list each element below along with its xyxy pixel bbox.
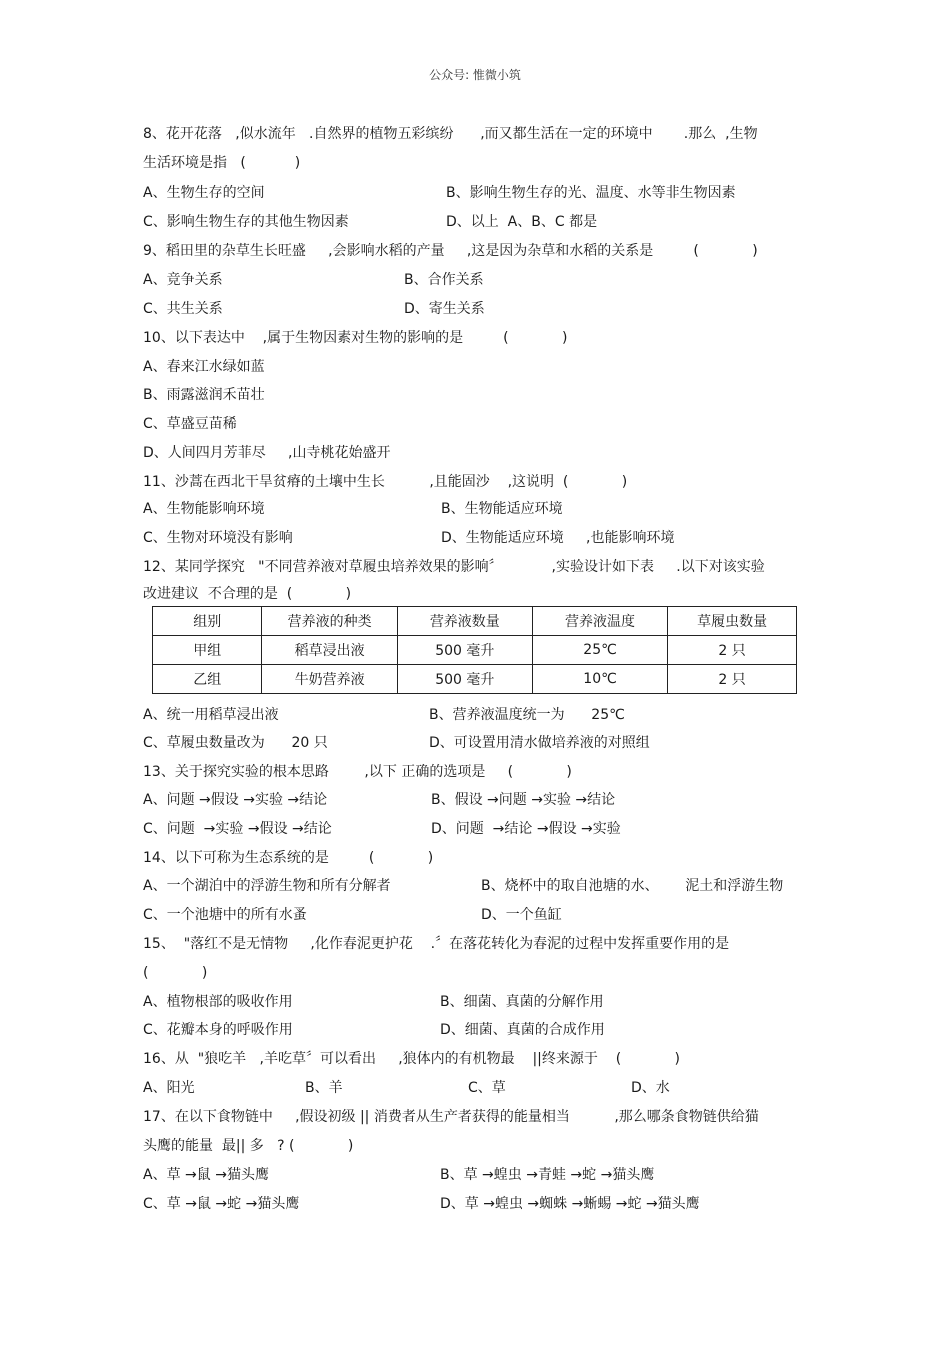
question-11-option-c: C、生物对环境没有影响 bbox=[143, 530, 293, 546]
table-cell: 10℃ bbox=[532, 665, 667, 694]
table-header-cell: 草履虫数量 bbox=[668, 607, 797, 636]
question-9-option-a: A、竞争关系 bbox=[143, 272, 223, 288]
question-8-option-a: A、生物生存的空间 bbox=[143, 185, 265, 201]
question-12-option-d: D、可设置用清水做培养液的对照组 bbox=[429, 735, 650, 751]
table-cell: 500 毫升 bbox=[397, 665, 532, 694]
question-16-option-b: B、羊 bbox=[305, 1080, 343, 1096]
question-13-option-c: C、问题 →实验 →假设 →结论 bbox=[143, 821, 332, 837]
table-header-cell: 营养液的种类 bbox=[262, 607, 397, 636]
question-13-option-b: B、假设 →问题 →实验 →结论 bbox=[431, 792, 616, 808]
question-17-option-d: D、草 →蝗虫 →蜘蛛 →蜥蜴 →蛇 →猫头鹰 bbox=[440, 1196, 700, 1212]
question-11-option-a: A、生物能影响环境 bbox=[143, 501, 265, 517]
experiment-table bbox=[152, 606, 797, 694]
question-13-option-d: D、问题 →结论 →假设 →实验 bbox=[431, 821, 621, 837]
question-8-option-b: B、影响生物生存的光、温度、水等非生物因素 bbox=[446, 185, 736, 201]
question-11-stem: 11、沙蒿在西北干旱贫瘠的土壤中生长 ,且能固沙 ,这说明 ( ) bbox=[143, 474, 628, 490]
question-12-option-b: B、营养液温度统一为 25℃ bbox=[429, 707, 625, 723]
question-9-option-d: D、寄生关系 bbox=[404, 301, 485, 317]
table-cell: 25℃ bbox=[532, 636, 667, 665]
page-header: 公众号: 惟微小筑 bbox=[429, 68, 521, 82]
question-17-stem-cont: 头鹰的能量 最|| 多 ? ( ) bbox=[143, 1138, 354, 1154]
table-header-cell: 营养液温度 bbox=[532, 607, 667, 636]
question-9-option-b: B、合作关系 bbox=[404, 272, 484, 288]
table-cell: 甲组 bbox=[153, 636, 262, 665]
question-10-option-d: D、人间四月芳菲尽 ,山寺桃花始盛开 bbox=[143, 445, 391, 461]
table-cell: 稻草浸出液 bbox=[262, 636, 397, 665]
table-header-row bbox=[153, 607, 797, 636]
question-17-option-b: B、草 →蝗虫 →青蛙 →蛇 →猫头鹰 bbox=[440, 1167, 655, 1183]
question-11-option-b: B、生物能适应环境 bbox=[441, 501, 563, 517]
question-15-option-b: B、细菌、真菌的分解作用 bbox=[440, 994, 604, 1010]
question-14-stem: 14、以下可称为生态系统的是 ( ) bbox=[143, 850, 434, 866]
question-9-stem: 9、稻田里的杂草生长旺盛 ,会影响水稻的产量 ,这是因为杂草和水稻的关系是 ( ) bbox=[143, 243, 758, 259]
question-15-stem-cont: ( ) bbox=[143, 965, 208, 981]
question-15-stem: 15、 "落红不是无情物 ,化作春泥更护花 .〞在落花转化为春泥的过程中发挥重要作用的是 bbox=[143, 936, 730, 952]
question-10-option-b: B、雨露滋润禾苗壮 bbox=[143, 387, 265, 403]
question-15-option-a: A、植物根部的吸收作用 bbox=[143, 994, 293, 1010]
question-8-stem-cont: 生活环境是指 ( ) bbox=[143, 155, 301, 171]
table-row bbox=[153, 636, 797, 665]
question-17-option-a: A、草 →鼠 →猫头鹰 bbox=[143, 1167, 269, 1183]
question-16-stem: 16、从 "狼吃羊 ,羊吃草〞可以看出 ,狼体内的有机物最 ||终来源于 ( ) bbox=[143, 1051, 681, 1067]
table-cell: 2 只 bbox=[668, 665, 797, 694]
table-row bbox=[153, 665, 797, 694]
table-cell: 乙组 bbox=[153, 665, 262, 694]
question-12-option-a: A、统一用稻草浸出液 bbox=[143, 707, 279, 723]
question-15-option-c: C、花瓣本身的呼吸作用 bbox=[143, 1022, 293, 1038]
question-10-stem: 10、以下表达中 ,属于生物因素对生物的影响的是 ( ) bbox=[143, 330, 568, 346]
question-17-option-c: C、草 →鼠 →蛇 →猫头鹰 bbox=[143, 1196, 300, 1212]
question-16-option-d: D、水 bbox=[631, 1080, 670, 1096]
question-16-option-a: A、阳光 bbox=[143, 1080, 195, 1096]
question-10-option-c: C、草盛豆苗稀 bbox=[143, 416, 237, 432]
question-12-option-c: C、草履虫数量改为 20 只 bbox=[143, 735, 328, 751]
question-8-option-d: D、以上 A、B、C 都是 bbox=[446, 214, 598, 230]
question-16-option-c: C、草 bbox=[468, 1080, 506, 1096]
question-15-option-d: D、细菌、真菌的合成作用 bbox=[440, 1022, 605, 1038]
question-14-option-c: C、一个池塘中的所有水蚤 bbox=[143, 907, 307, 923]
question-11-option-d: D、生物能适应环境 ,也能影响环境 bbox=[441, 530, 675, 546]
table-header-cell: 营养液数量 bbox=[397, 607, 532, 636]
table-cell: 牛奶营养液 bbox=[262, 665, 397, 694]
question-8-stem: 8、花开花落 ,似水流年 .自然界的植物五彩缤纷 ,而又都生活在一定的环境中 .那么 ,生物 bbox=[143, 126, 758, 142]
question-8-option-c: C、影响生物生存的其他生物因素 bbox=[143, 214, 349, 230]
table-header-cell: 组别 bbox=[153, 607, 262, 636]
table-cell: 500 毫升 bbox=[397, 636, 532, 665]
question-9-option-c: C、共生关系 bbox=[143, 301, 223, 317]
question-12-stem: 12、某同学探究 "不同营养液对草履虫培养效果的影响〞 ,实验设计如下表 .以下对该实验 bbox=[143, 559, 765, 575]
question-10-option-a: A、春来江水绿如蓝 bbox=[143, 359, 265, 375]
question-12-stem-cont: 改进建议 不合理的是 ( ) bbox=[143, 586, 352, 602]
question-13-stem: 13、关于探究实验的根本思路 ,以下 正确的选项是 ( ) bbox=[143, 764, 572, 780]
question-17-stem: 17、在以下食物链中 ,假设初级 || 消费者从生产者获得的能量相当 ,那么哪条食物链供给猫 bbox=[143, 1109, 759, 1125]
table-cell: 2 只 bbox=[668, 636, 797, 665]
question-14-option-b: B、烧杯中的取自池塘的水、 泥土和浮游生物 bbox=[481, 878, 784, 894]
question-14-option-a: A、一个湖泊中的浮游生物和所有分解者 bbox=[143, 878, 391, 894]
question-13-option-a: A、问题 →假设 →实验 →结论 bbox=[143, 792, 328, 808]
question-14-option-d: D、一个鱼缸 bbox=[481, 907, 562, 923]
